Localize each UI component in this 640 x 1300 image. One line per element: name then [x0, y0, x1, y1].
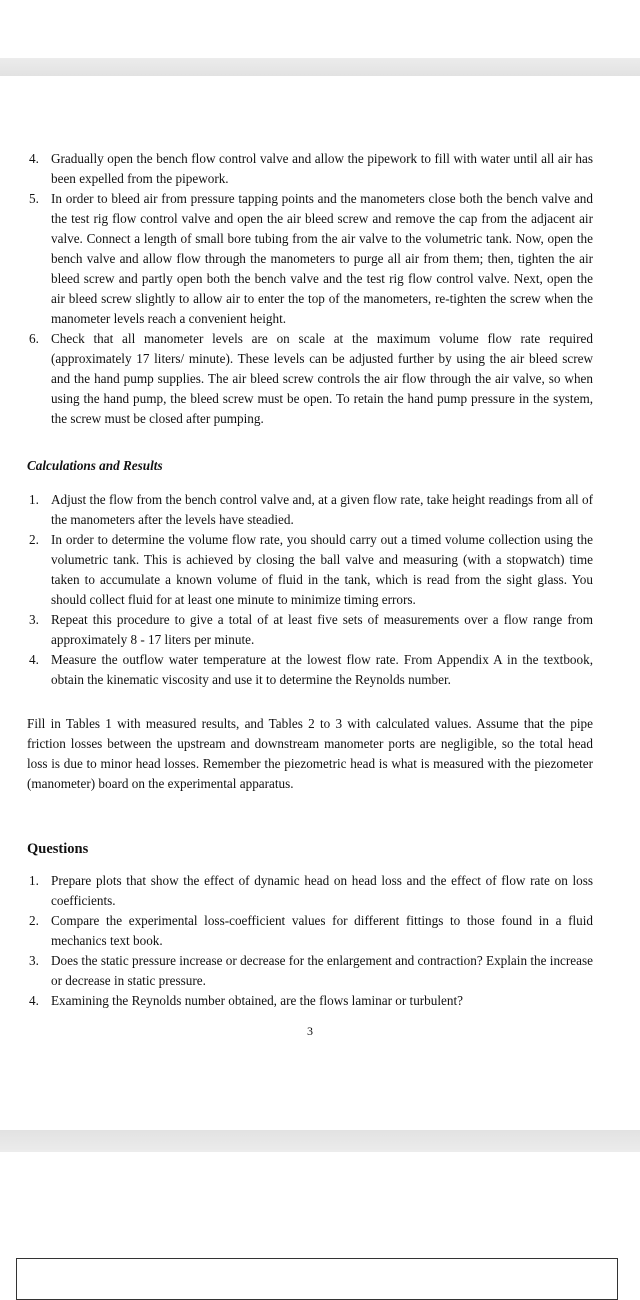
item-text: Check that all manometer levels are on scale at the maximum volume flow rate required (approximately 17 liters/ minute). These levels can be adjusted further by using the air bleed screw and the hand pump supplies. The air bleed screw controls the air flow through the air valve, so when using the hand pump, the bleed screw must be open. To retain the hand pump pressure in the system, the screw must be closed after pumping.	[51, 331, 593, 426]
item-number: 1.	[29, 873, 39, 888]
list-item	[27, 149, 593, 189]
page-number: 3	[307, 1024, 313, 1038]
item-text: Gradually open the bench flow control valve and allow the pipework to fill with water until all air has been expelled from the pipework.	[51, 151, 593, 186]
top-margin	[0, 0, 640, 58]
next-page-frame	[16, 1258, 618, 1300]
list-item	[27, 329, 593, 429]
list-item	[27, 610, 593, 650]
list-item	[27, 530, 593, 610]
item-text: Compare the experimental loss-coefficient values for different fittings to those found in a fluid mechanics text book.	[51, 913, 593, 948]
item-number: 3.	[29, 953, 39, 968]
list-item	[27, 490, 593, 530]
questions-heading: Questions	[27, 841, 89, 857]
item-text: In order to bleed air from pressure tapping points and the manometers close both the bench valve and the test rig flow control valve and open the air bleed screw and remove the cap from the adjacent air valve. Connect a length of small bore tubing from the air valve to the volumetric tank. Now, open the bench valve and allow flow through the manometers to purge all air from them; then, tighten the air bleed screw and partly open both the bench valve and the test rig flow control valve. Next, open the air bleed screw slightly to allow air to enter the top of the manometers, re-tighten the screw when the manometer levels reach a convenient height.	[51, 191, 593, 326]
item-text: In order to determine the volume flow rate, you should carry out a timed volume collection using the volumetric tank. This is achieved by closing the ball valve and measuring (with a stopwatch) time taken to accumulate a known volume of fluid in the tank, which is read from the sight glass. You should collect fluid for at least one minute to minimize timing errors.	[51, 532, 593, 607]
item-number: 4.	[29, 652, 39, 667]
instructions-paragraph: Fill in Tables 1 with measured results, and Tables 2 to 3 with calculated values. Assume that the pipe friction losses between the upstream and downstream manometer ports are negligible, so the total head loss is due to minor head losses. Remember the piezometric head is what is measured with the piezometer (manometer) board on the experimental apparatus.	[27, 716, 593, 791]
list-item	[27, 911, 593, 951]
item-number: 3.	[29, 612, 39, 627]
item-number: 1.	[29, 492, 39, 507]
calculations-list	[27, 490, 593, 690]
page-separator-top	[0, 58, 640, 76]
item-text: Prepare plots that show the effect of dynamic head on head loss and the effect of flow rate on loss coefficients.	[51, 873, 593, 908]
page-content	[27, 76, 593, 1041]
item-text: Adjust the flow from the bench control valve and, at a given flow rate, take height readings from all of the manometers after the levels have steadied.	[51, 492, 593, 527]
item-number: 6.	[29, 331, 39, 346]
item-number: 4.	[29, 151, 39, 166]
page-separator-bottom	[0, 1130, 640, 1152]
list-item	[27, 951, 593, 991]
item-number: 2.	[29, 913, 39, 928]
list-item	[27, 189, 593, 329]
procedure-steps-list	[27, 149, 593, 429]
item-text: Measure the outflow water temperature at the lowest flow rate. From Appendix A in the textbook, obtain the kinematic viscosity and use it to determine the Reynolds number.	[51, 652, 593, 687]
item-number: 2.	[29, 532, 39, 547]
list-item	[27, 871, 593, 911]
item-text: Examining the Reynolds number obtained, are the flows laminar or turbulent?	[51, 993, 463, 1008]
item-text: Repeat this procedure to give a total of at least five sets of measurements over a flow range from approximately 8 - 17 liters per minute.	[51, 612, 593, 647]
item-number: 5.	[29, 191, 39, 206]
calculations-heading: Calculations and Results	[27, 458, 163, 473]
list-item	[27, 650, 593, 690]
questions-list	[27, 871, 593, 1011]
item-number: 4.	[29, 993, 39, 1008]
list-item	[27, 991, 593, 1011]
item-text: Does the static pressure increase or decrease for the enlargement and contraction? Explain the increase or decrease in static pressure.	[51, 953, 593, 988]
